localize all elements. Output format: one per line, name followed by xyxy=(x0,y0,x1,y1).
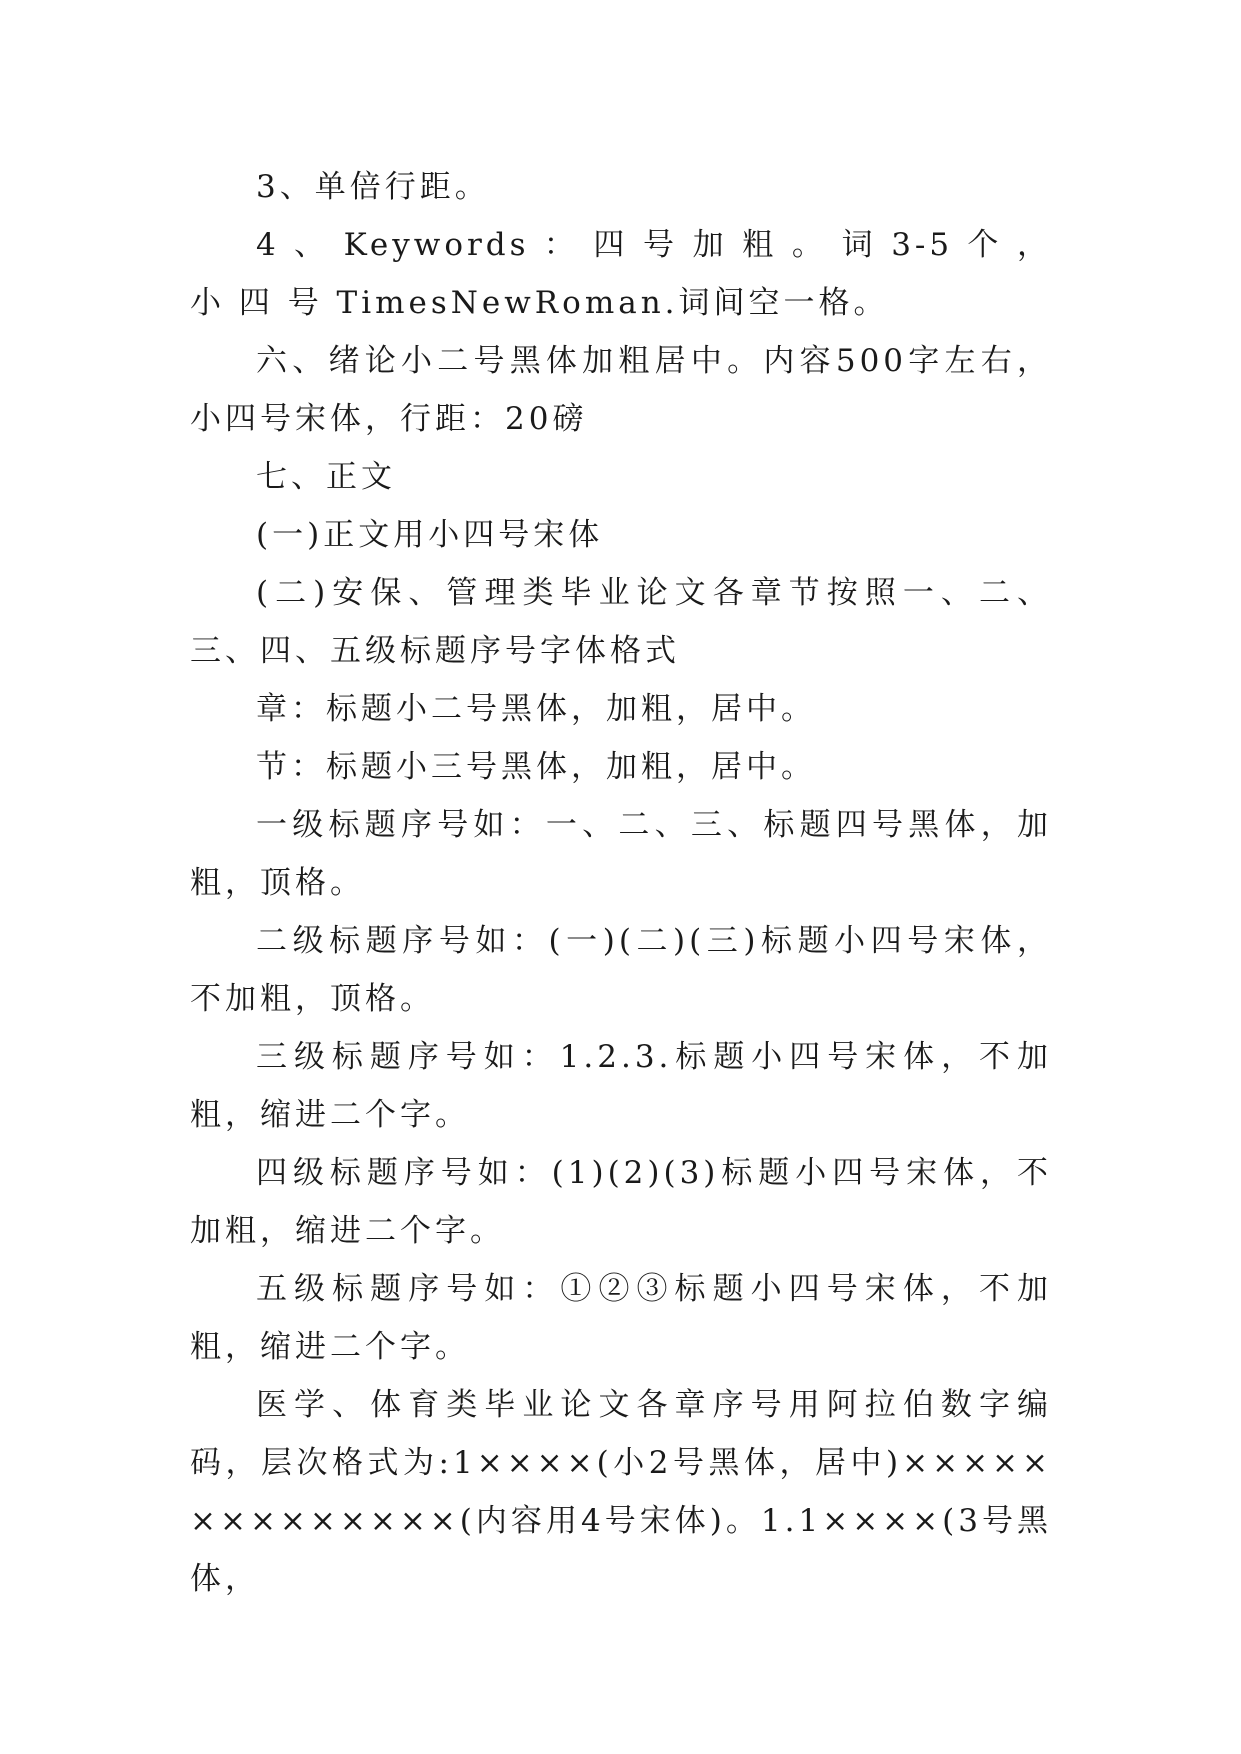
paragraph-medical-sports: 医学、体育类毕业论文各章序号用阿拉伯数字编码，层次格式为:1××××(小2号黑体，居中)××××××××××××××(内容用4号宋体)。1.1××××(3号黑体， xyxy=(190,1387,1052,1597)
paragraph-level-2: 二级标题序号如：(一)(二)(三)标题小四号宋体，不加粗，顶格。 xyxy=(190,923,1052,1017)
document-body xyxy=(190,158,1052,1608)
paragraph-level-5: 五级标题序号如：①②③标题小四号宋体，不加粗，缩进二个字。 xyxy=(190,1271,1052,1365)
paragraph-main-text: 七、正文 xyxy=(256,459,396,495)
paragraph-body-font: (一)正文用小四号宋体 xyxy=(256,517,604,553)
paragraph-line-spacing: 3、单倍行距。 xyxy=(256,169,490,205)
paragraph-keywords: 4 、 Keywords ： 四 号 加 粗 。 词 3-5 个 ， 小 四 号 TimesNewRoman.词间空一格。 xyxy=(190,227,1052,321)
paragraph-level-3: 三级标题序号如：1.2.3.标题小四号宋体，不加粗，缩进二个字。 xyxy=(190,1039,1052,1133)
paragraph-chapter: 章：标题小二号黑体，加粗，居中。 xyxy=(256,691,816,727)
paragraph-section: 节：标题小三号黑体，加粗，居中。 xyxy=(256,749,816,785)
paragraph-introduction: 六、绪论小二号黑体加粗居中。内容500字左右，小四号宋体，行距：20磅 xyxy=(190,343,1052,437)
paragraph-heading-levels: (二)安保、管理类毕业论文各章节按照一、二、三、四、五级标题序号字体格式 xyxy=(190,575,1052,669)
paragraph-level-4: 四级标题序号如：(1)(2)(3)标题小四号宋体，不加粗，缩进二个字。 xyxy=(190,1155,1052,1249)
paragraph-level-1: 一级标题序号如：一、二、三、标题四号黑体，加粗，顶格。 xyxy=(190,807,1052,901)
